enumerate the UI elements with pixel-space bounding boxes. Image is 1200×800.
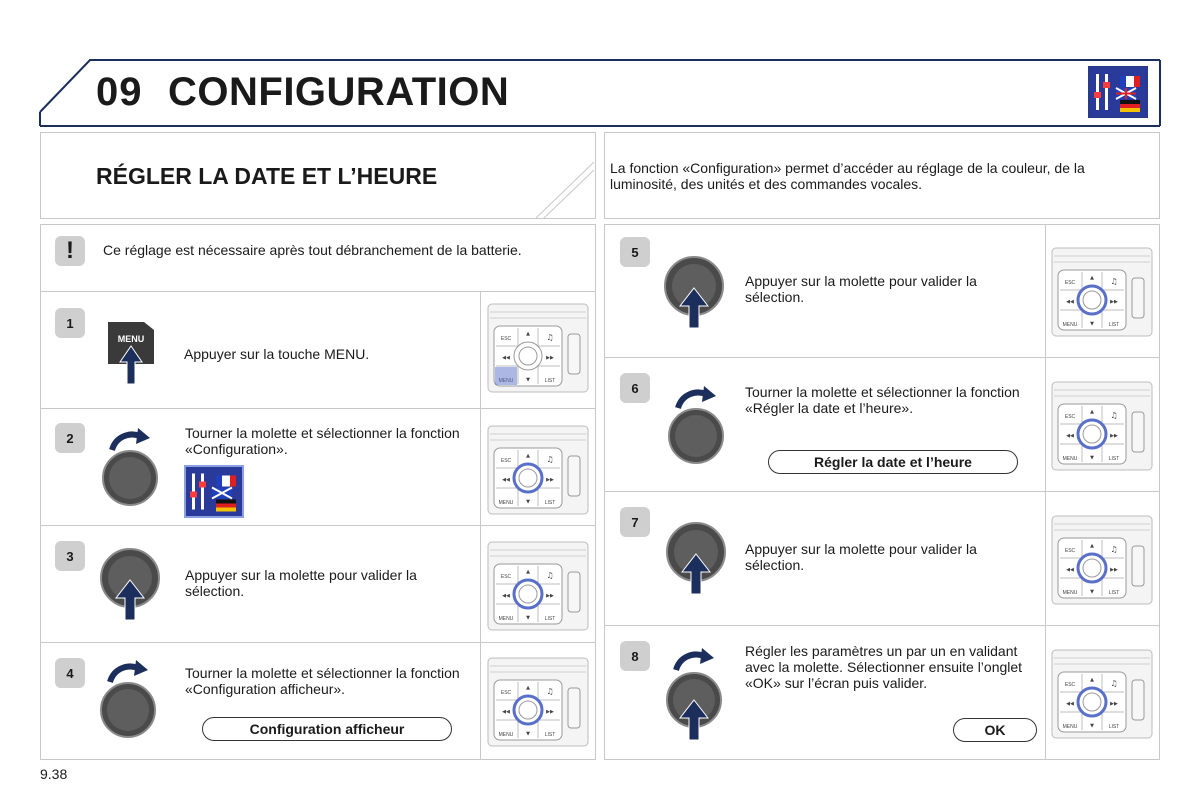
- chapter-number: 09: [96, 70, 143, 114]
- divider: [40, 642, 596, 643]
- svg-text:ESC: ESC: [500, 458, 512, 464]
- menu-key-illustration: [104, 318, 160, 386]
- exclamation-icon: !: [66, 237, 74, 264]
- svg-text:ESC: ESC: [1064, 280, 1076, 286]
- rotate-knob-illustration: [664, 382, 728, 464]
- svg-text:▲: ▲: [1090, 677, 1094, 683]
- control-panel-thumbnail: [1050, 242, 1154, 338]
- step-badge: 6: [620, 373, 650, 403]
- svg-text:▲: ▲: [526, 569, 530, 575]
- svg-text:MENU: MENU: [1062, 322, 1078, 328]
- press-knob-illustration: [98, 546, 162, 622]
- control-panel-thumbnail: [486, 536, 590, 632]
- svg-text:MENU: MENU: [498, 500, 514, 506]
- svg-text:♫: ♫: [1110, 277, 1118, 286]
- control-panel-thumbnail: [1050, 644, 1154, 740]
- svg-text:▼: ▼: [1090, 723, 1094, 729]
- rotate-knob-illustration: [98, 424, 162, 506]
- configuration-icon: [184, 465, 244, 518]
- step-badge: 2: [55, 423, 85, 453]
- warning-badge: [55, 236, 85, 266]
- svg-text:▲: ▲: [526, 685, 530, 691]
- svg-text:◀◀: ◀◀: [1066, 567, 1074, 573]
- svg-text:MENU: MENU: [1062, 456, 1078, 462]
- title-panel-fold: [530, 150, 596, 220]
- svg-text:◀◀: ◀◀: [502, 477, 510, 483]
- svg-text:▶▶: ▶▶: [546, 593, 554, 599]
- press-knob-illustration: [662, 254, 726, 330]
- rotate-press-knob-illustration: [662, 644, 726, 742]
- svg-text:ESC: ESC: [1064, 548, 1076, 554]
- control-panel-thumbnail: [486, 652, 590, 748]
- step-text: Appuyer sur la molette pour valider la sélection.: [745, 541, 977, 573]
- rotate-knob-illustration: [96, 656, 160, 738]
- svg-text:▶▶: ▶▶: [546, 477, 554, 483]
- step-badge: 4: [55, 658, 85, 688]
- control-panel-thumbnail: [1050, 510, 1154, 606]
- svg-text:LIST: LIST: [1108, 456, 1120, 462]
- divider: [40, 408, 596, 409]
- control-panel-thumbnail: [1050, 376, 1154, 472]
- svg-text:▲: ▲: [526, 453, 530, 459]
- control-panel-thumbnail: [486, 298, 590, 394]
- configuration-afficheur-option: Configuration afficheur: [202, 717, 452, 741]
- ok-option: OK: [953, 718, 1037, 742]
- svg-text:▼: ▼: [526, 499, 530, 505]
- svg-text:▼: ▼: [526, 731, 530, 737]
- chapter-title: CONFIGURATION: [168, 70, 510, 114]
- step-text: Tourner la molette et sélectionner la fonction «Configuration afficheur».: [185, 665, 460, 697]
- svg-text:MENU: MENU: [1062, 590, 1078, 596]
- svg-text:LIST: LIST: [1108, 724, 1120, 730]
- section-title: RÉGLER LA DATE ET L’HEURE: [96, 163, 438, 189]
- divider: [604, 625, 1160, 626]
- svg-text:▶▶: ▶▶: [1110, 433, 1118, 439]
- step-badge: 5: [620, 237, 650, 267]
- divider: [604, 491, 1160, 492]
- svg-text:ESC: ESC: [1064, 414, 1076, 420]
- page-number: 9.38: [40, 766, 68, 782]
- svg-text:MENU: MENU: [1062, 724, 1078, 730]
- svg-text:▼: ▼: [1090, 321, 1094, 327]
- svg-text:◀◀: ◀◀: [1066, 701, 1074, 707]
- svg-text:♫: ♫: [1110, 411, 1118, 420]
- svg-text:▼: ▼: [1090, 455, 1094, 461]
- divider: [604, 357, 1160, 358]
- configuration-icon: [1088, 66, 1148, 118]
- svg-text:ESC: ESC: [500, 336, 512, 342]
- step-badge: 8: [620, 641, 650, 671]
- warning-text: Ce réglage est nécessaire après tout débranchement de la batterie.: [103, 242, 522, 258]
- step-text: Tourner la molette et sélectionner la fonction «Configuration».: [185, 425, 460, 457]
- svg-text:LIST: LIST: [1108, 322, 1120, 328]
- svg-text:◀◀: ◀◀: [502, 709, 510, 715]
- svg-text:▶▶: ▶▶: [1110, 299, 1118, 305]
- step-text: Appuyer sur la touche MENU.: [184, 346, 370, 362]
- svg-text:MENU: MENU: [498, 732, 514, 738]
- svg-text:▶▶: ▶▶: [546, 355, 554, 361]
- divider: [40, 525, 596, 526]
- svg-text:MENU: MENU: [498, 616, 514, 622]
- step-text: Appuyer sur la molette pour valider la sélection.: [745, 273, 977, 305]
- regler-date-heure-option: Régler la date et l’heure: [768, 450, 1018, 474]
- control-panel-thumbnail: [486, 420, 590, 516]
- svg-text:◀◀: ◀◀: [502, 355, 510, 361]
- step-text: Tourner la molette et sélectionner la fonction «Régler la date et l’heure».: [745, 384, 1020, 416]
- intro-text: La fonction «Configuration» permet d’accéder au réglage de la couleur, de la luminosité, des unités et des commandes vocales.: [610, 160, 1085, 192]
- svg-text:♫: ♫: [546, 455, 554, 464]
- step-text: Régler les paramètres un par un en validant avec la molette. Sélectionner ensuite l’onglet «OK» sur l’écran puis valider.: [745, 643, 1023, 691]
- menu-key-label: MENU: [117, 334, 145, 344]
- svg-text:◀◀: ◀◀: [1066, 433, 1074, 439]
- press-knob-illustration: [664, 520, 728, 596]
- svg-text:◀◀: ◀◀: [1066, 299, 1074, 305]
- svg-text:▶▶: ▶▶: [546, 709, 554, 715]
- svg-text:♫: ♫: [1110, 679, 1118, 688]
- svg-text:▲: ▲: [1090, 409, 1094, 415]
- svg-text:♫: ♫: [546, 333, 554, 342]
- svg-text:LIST: LIST: [544, 616, 556, 622]
- svg-text:▲: ▲: [526, 331, 530, 337]
- divider: [40, 291, 596, 292]
- svg-text:▲: ▲: [1090, 543, 1094, 549]
- svg-text:LIST: LIST: [544, 378, 556, 384]
- step-badge: 1: [55, 308, 85, 338]
- svg-text:▶▶: ▶▶: [1110, 701, 1118, 707]
- svg-text:♫: ♫: [1110, 545, 1118, 554]
- svg-text:♫: ♫: [546, 571, 554, 580]
- divider: [1045, 224, 1046, 760]
- svg-text:▼: ▼: [526, 377, 530, 383]
- svg-text:LIST: LIST: [544, 732, 556, 738]
- svg-text:LIST: LIST: [544, 500, 556, 506]
- svg-text:▼: ▼: [1090, 589, 1094, 595]
- svg-text:LIST: LIST: [1108, 590, 1120, 596]
- svg-text:ESC: ESC: [500, 690, 512, 696]
- svg-text:▼: ▼: [526, 615, 530, 621]
- step-text: Appuyer sur la molette pour valider la sélection.: [185, 567, 417, 599]
- svg-text:ESC: ESC: [1064, 682, 1076, 688]
- svg-text:◀◀: ◀◀: [502, 593, 510, 599]
- svg-text:▶▶: ▶▶: [1110, 567, 1118, 573]
- svg-text:ESC: ESC: [500, 574, 512, 580]
- svg-text:▲: ▲: [1090, 275, 1094, 281]
- divider: [480, 292, 481, 760]
- step-badge: 3: [55, 541, 85, 571]
- svg-text:♫: ♫: [546, 687, 554, 696]
- step-badge: 7: [620, 507, 650, 537]
